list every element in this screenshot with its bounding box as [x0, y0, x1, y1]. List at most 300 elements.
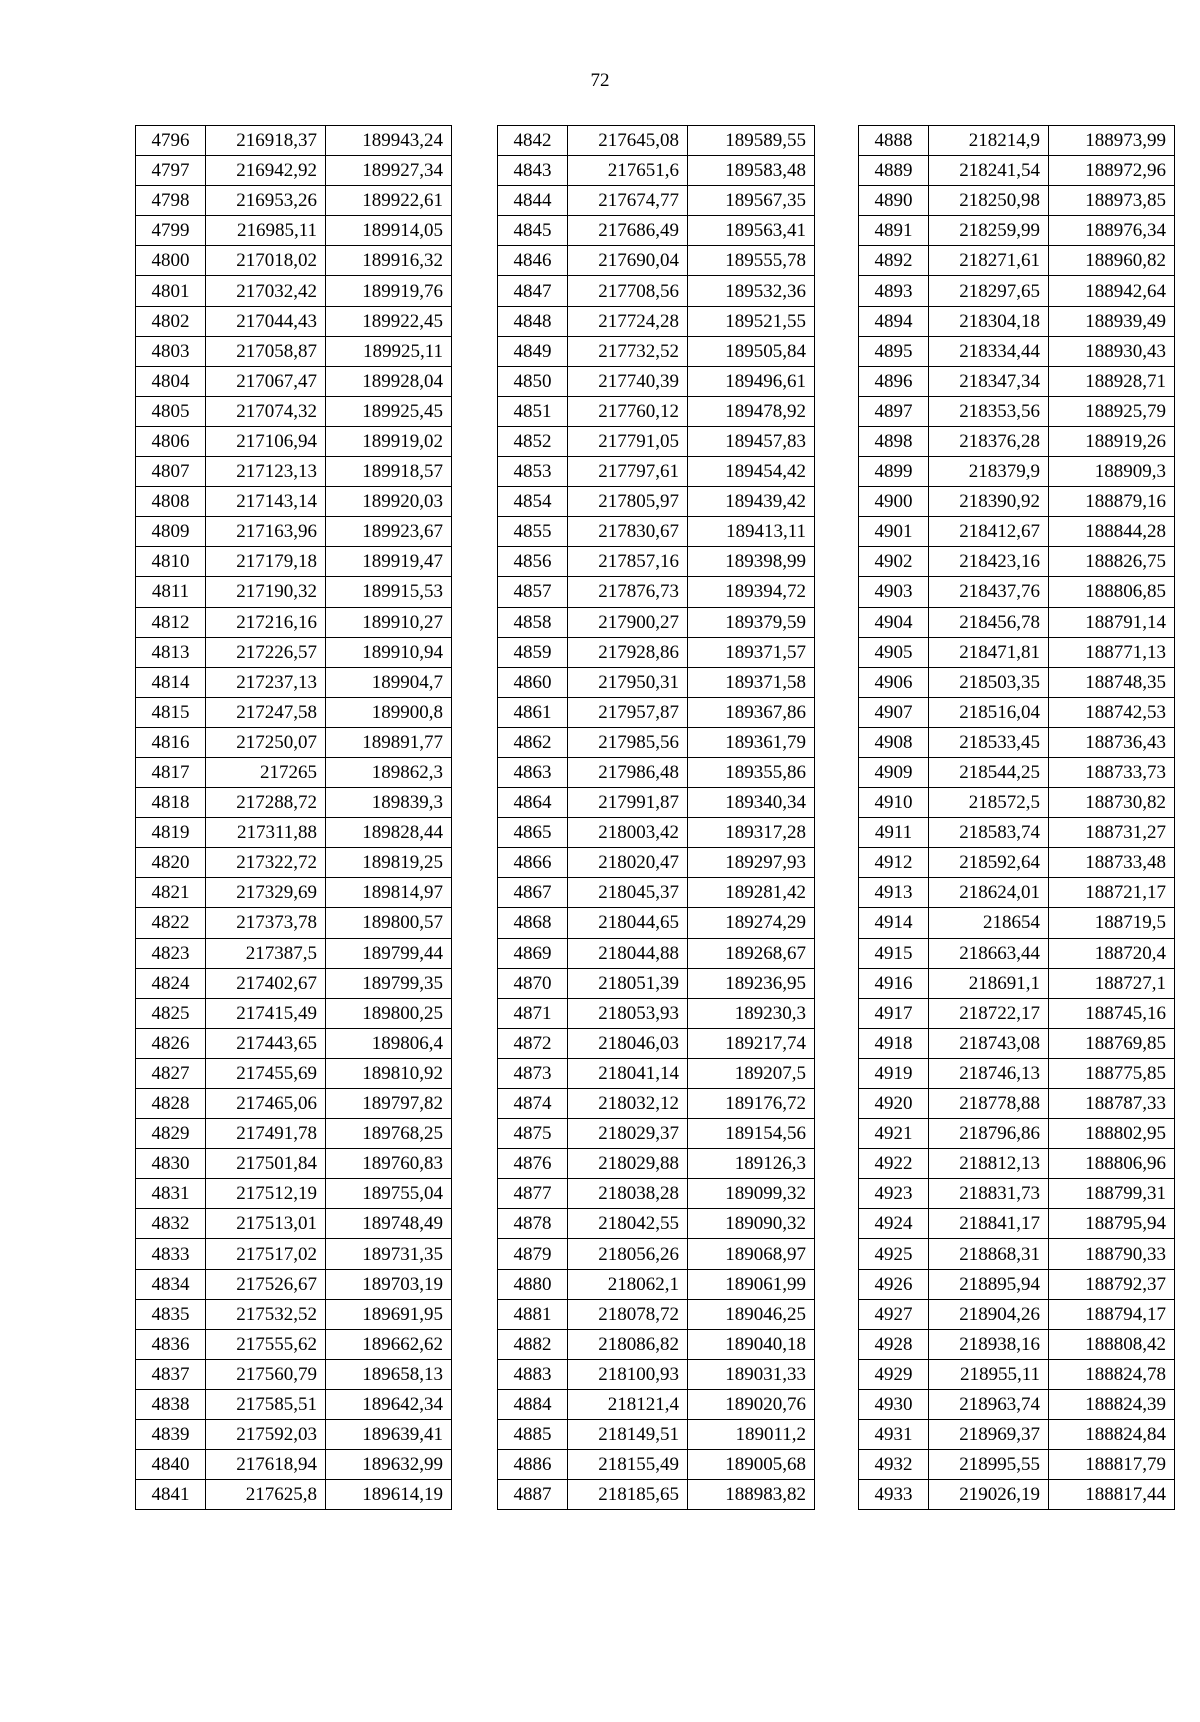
point-number-cell: 4897 — [859, 396, 929, 426]
table-row — [498, 1209, 815, 1239]
table-row — [498, 186, 815, 216]
y-coordinate-cell: 188748,35 — [1049, 667, 1175, 697]
point-number-cell: 4927 — [859, 1299, 929, 1329]
table-row — [859, 216, 1175, 246]
x-coordinate-cell: 217443,65 — [206, 1028, 326, 1058]
x-coordinate-cell: 218583,74 — [929, 818, 1049, 848]
x-coordinate-cell: 217830,67 — [568, 517, 688, 547]
y-coordinate-cell: 189768,25 — [326, 1119, 452, 1149]
table-row — [859, 607, 1175, 637]
point-number-cell: 4853 — [498, 457, 568, 487]
x-coordinate-cell: 217415,49 — [206, 998, 326, 1028]
y-coordinate-cell: 189920,03 — [326, 487, 452, 517]
table-row — [136, 818, 452, 848]
y-coordinate-cell: 189662,62 — [326, 1329, 452, 1359]
point-number-cell: 4800 — [136, 246, 206, 276]
table-row — [859, 1389, 1175, 1419]
x-coordinate-cell: 218042,55 — [568, 1209, 688, 1239]
point-number-cell: 4883 — [498, 1359, 568, 1389]
table-row — [136, 667, 452, 697]
y-coordinate-cell: 189297,93 — [688, 848, 815, 878]
point-number-cell: 4858 — [498, 607, 568, 637]
table-row — [136, 878, 452, 908]
point-number-cell: 4896 — [859, 366, 929, 396]
table-row — [859, 1209, 1175, 1239]
x-coordinate-cell: 217250,07 — [206, 727, 326, 757]
y-coordinate-cell: 189819,25 — [326, 848, 452, 878]
point-number-cell: 4898 — [859, 426, 929, 456]
x-coordinate-cell: 218895,94 — [929, 1269, 1049, 1299]
point-number-cell: 4825 — [136, 998, 206, 1028]
x-coordinate-cell: 217957,87 — [568, 697, 688, 727]
point-number-cell: 4811 — [136, 577, 206, 607]
y-coordinate-cell: 189828,44 — [326, 818, 452, 848]
x-coordinate-cell: 217686,49 — [568, 216, 688, 246]
x-coordinate-cell: 218078,72 — [568, 1299, 688, 1329]
x-coordinate-cell: 217732,52 — [568, 336, 688, 366]
point-number-cell: 4797 — [136, 156, 206, 186]
y-coordinate-cell: 189379,59 — [688, 607, 815, 637]
y-coordinate-cell: 189005,68 — [688, 1450, 815, 1480]
table-row — [498, 1149, 815, 1179]
table-row — [859, 998, 1175, 1028]
point-number-cell: 4860 — [498, 667, 568, 697]
x-coordinate-cell: 217106,94 — [206, 426, 326, 456]
point-number-cell: 4889 — [859, 156, 929, 186]
x-coordinate-cell: 218572,5 — [929, 788, 1049, 818]
table-row — [136, 607, 452, 637]
table-row — [498, 487, 815, 517]
x-coordinate-cell: 217651,6 — [568, 156, 688, 186]
x-coordinate-cell: 218437,76 — [929, 577, 1049, 607]
table-row — [136, 366, 452, 396]
x-coordinate-cell: 217123,13 — [206, 457, 326, 487]
point-number-cell: 4813 — [136, 637, 206, 667]
point-number-cell: 4915 — [859, 938, 929, 968]
point-number-cell: 4876 — [498, 1149, 568, 1179]
table-row — [859, 1119, 1175, 1149]
y-coordinate-cell: 189916,32 — [326, 246, 452, 276]
table-row — [136, 998, 452, 1028]
y-coordinate-cell: 189176,72 — [688, 1089, 815, 1119]
table-row — [859, 727, 1175, 757]
y-coordinate-cell: 188909,3 — [1049, 457, 1175, 487]
x-coordinate-cell: 217618,94 — [206, 1450, 326, 1480]
y-coordinate-cell: 189799,35 — [326, 968, 452, 998]
y-coordinate-cell: 189800,57 — [326, 908, 452, 938]
table-row — [498, 1299, 815, 1329]
y-coordinate-cell: 189919,02 — [326, 426, 452, 456]
point-number-cell: 4818 — [136, 788, 206, 818]
table-row — [859, 1480, 1175, 1510]
table-row — [136, 757, 452, 787]
y-coordinate-cell: 189413,11 — [688, 517, 815, 547]
table-row — [859, 396, 1175, 426]
point-number-cell: 4895 — [859, 336, 929, 366]
table-row — [498, 126, 815, 156]
table-row — [859, 938, 1175, 968]
table-row — [498, 1450, 815, 1480]
x-coordinate-cell: 218995,55 — [929, 1450, 1049, 1480]
table-row — [859, 1450, 1175, 1480]
y-coordinate-cell: 188720,4 — [1049, 938, 1175, 968]
table-row — [498, 908, 815, 938]
y-coordinate-cell: 188727,1 — [1049, 968, 1175, 998]
table-row — [498, 697, 815, 727]
point-number-cell: 4852 — [498, 426, 568, 456]
point-number-cell: 4878 — [498, 1209, 568, 1239]
table-row — [498, 667, 815, 697]
y-coordinate-cell: 189731,35 — [326, 1239, 452, 1269]
table-row — [498, 1359, 815, 1389]
y-coordinate-cell: 188973,85 — [1049, 186, 1175, 216]
x-coordinate-cell: 217058,87 — [206, 336, 326, 366]
table-row — [136, 848, 452, 878]
point-number-cell: 4808 — [136, 487, 206, 517]
table-row — [498, 607, 815, 637]
point-number-cell: 4870 — [498, 968, 568, 998]
x-coordinate-cell: 218654 — [929, 908, 1049, 938]
point-number-cell: 4856 — [498, 547, 568, 577]
table-row — [498, 246, 815, 276]
point-number-cell: 4928 — [859, 1329, 929, 1359]
point-number-cell: 4921 — [859, 1119, 929, 1149]
table-row — [498, 156, 815, 186]
y-coordinate-cell: 189567,35 — [688, 186, 815, 216]
x-coordinate-cell: 217645,08 — [568, 126, 688, 156]
x-coordinate-cell: 217900,27 — [568, 607, 688, 637]
point-number-cell: 4854 — [498, 487, 568, 517]
x-coordinate-cell: 218003,42 — [568, 818, 688, 848]
y-coordinate-cell: 189457,83 — [688, 426, 815, 456]
point-number-cell: 4833 — [136, 1239, 206, 1269]
table-row — [859, 306, 1175, 336]
point-number-cell: 4908 — [859, 727, 929, 757]
x-coordinate-cell: 218214,9 — [929, 126, 1049, 156]
table-row — [136, 1179, 452, 1209]
point-number-cell: 4893 — [859, 276, 929, 306]
y-coordinate-cell: 188721,17 — [1049, 878, 1175, 908]
y-coordinate-cell: 188719,5 — [1049, 908, 1175, 938]
table-row — [859, 968, 1175, 998]
y-coordinate-cell: 188731,27 — [1049, 818, 1175, 848]
table-row — [859, 1420, 1175, 1450]
y-coordinate-cell: 189914,05 — [326, 216, 452, 246]
y-coordinate-cell: 188794,17 — [1049, 1299, 1175, 1329]
table-row — [498, 848, 815, 878]
table-row — [859, 1239, 1175, 1269]
y-coordinate-cell: 188790,33 — [1049, 1239, 1175, 1269]
point-number-cell: 4881 — [498, 1299, 568, 1329]
y-coordinate-cell: 188879,16 — [1049, 487, 1175, 517]
point-number-cell: 4838 — [136, 1389, 206, 1419]
x-coordinate-cell: 217311,88 — [206, 818, 326, 848]
x-coordinate-cell: 217625,8 — [206, 1480, 326, 1510]
y-coordinate-cell: 189031,33 — [688, 1359, 815, 1389]
y-coordinate-cell: 189797,82 — [326, 1089, 452, 1119]
table-row — [136, 788, 452, 818]
x-coordinate-cell: 218046,03 — [568, 1028, 688, 1058]
point-number-cell: 4816 — [136, 727, 206, 757]
y-coordinate-cell: 188733,73 — [1049, 757, 1175, 787]
table-row — [498, 1480, 815, 1510]
y-coordinate-cell: 189367,86 — [688, 697, 815, 727]
y-coordinate-cell: 189099,32 — [688, 1179, 815, 1209]
table-row — [859, 1329, 1175, 1359]
table-row — [498, 426, 815, 456]
table-row — [859, 246, 1175, 276]
table-row — [136, 1480, 452, 1510]
y-coordinate-cell: 189281,42 — [688, 878, 815, 908]
y-coordinate-cell: 189919,76 — [326, 276, 452, 306]
table-row — [136, 1058, 452, 1088]
y-coordinate-cell: 188730,82 — [1049, 788, 1175, 818]
y-coordinate-cell: 189317,28 — [688, 818, 815, 848]
coordinates-table-1 — [135, 125, 452, 1510]
x-coordinate-cell: 217517,02 — [206, 1239, 326, 1269]
x-coordinate-cell: 218062,1 — [568, 1269, 688, 1299]
x-coordinate-cell: 218423,16 — [929, 547, 1049, 577]
y-coordinate-cell: 188973,99 — [1049, 126, 1175, 156]
point-number-cell: 4840 — [136, 1450, 206, 1480]
table-row — [498, 1389, 815, 1419]
point-number-cell: 4865 — [498, 818, 568, 848]
x-coordinate-cell: 217857,16 — [568, 547, 688, 577]
point-number-cell: 4918 — [859, 1028, 929, 1058]
table-row — [136, 1089, 452, 1119]
table-row — [136, 908, 452, 938]
point-number-cell: 4828 — [136, 1089, 206, 1119]
y-coordinate-cell: 188736,43 — [1049, 727, 1175, 757]
table-row — [498, 938, 815, 968]
x-coordinate-cell: 218503,35 — [929, 667, 1049, 697]
table-row — [136, 246, 452, 276]
y-coordinate-cell: 188771,13 — [1049, 637, 1175, 667]
y-coordinate-cell: 188745,16 — [1049, 998, 1175, 1028]
y-coordinate-cell: 189361,79 — [688, 727, 815, 757]
y-coordinate-cell: 189910,94 — [326, 637, 452, 667]
x-coordinate-cell: 218029,37 — [568, 1119, 688, 1149]
table-row — [859, 848, 1175, 878]
x-coordinate-cell: 219026,19 — [929, 1480, 1049, 1510]
point-number-cell: 4821 — [136, 878, 206, 908]
table-row — [498, 577, 815, 607]
y-coordinate-cell: 189814,97 — [326, 878, 452, 908]
table-row — [498, 878, 815, 908]
table-row — [136, 1450, 452, 1480]
point-number-cell: 4805 — [136, 396, 206, 426]
y-coordinate-cell: 188824,39 — [1049, 1389, 1175, 1419]
x-coordinate-cell: 217402,67 — [206, 968, 326, 998]
x-coordinate-cell: 218041,14 — [568, 1058, 688, 1088]
table-row — [498, 457, 815, 487]
point-number-cell: 4847 — [498, 276, 568, 306]
y-coordinate-cell: 189943,24 — [326, 126, 452, 156]
table-row — [136, 126, 452, 156]
x-coordinate-cell: 218304,18 — [929, 306, 1049, 336]
x-coordinate-cell: 218297,65 — [929, 276, 1049, 306]
x-coordinate-cell: 218412,67 — [929, 517, 1049, 547]
table-row — [859, 1058, 1175, 1088]
y-coordinate-cell: 188976,34 — [1049, 216, 1175, 246]
point-number-cell: 4887 — [498, 1480, 568, 1510]
x-coordinate-cell: 217526,67 — [206, 1269, 326, 1299]
table-row — [859, 517, 1175, 547]
x-coordinate-cell: 218045,37 — [568, 878, 688, 908]
y-coordinate-cell: 188817,79 — [1049, 1450, 1175, 1480]
table-row — [859, 336, 1175, 366]
point-number-cell: 4817 — [136, 757, 206, 787]
table-row — [498, 818, 815, 848]
point-number-cell: 4841 — [136, 1480, 206, 1510]
x-coordinate-cell: 217708,56 — [568, 276, 688, 306]
x-coordinate-cell: 217985,56 — [568, 727, 688, 757]
y-coordinate-cell: 189563,41 — [688, 216, 815, 246]
table-row — [498, 637, 815, 667]
table-row — [859, 667, 1175, 697]
table-row — [136, 457, 452, 487]
point-number-cell: 4873 — [498, 1058, 568, 1088]
point-number-cell: 4871 — [498, 998, 568, 1028]
point-number-cell: 4907 — [859, 697, 929, 727]
x-coordinate-cell: 217179,18 — [206, 547, 326, 577]
y-coordinate-cell: 189236,95 — [688, 968, 815, 998]
point-number-cell: 4899 — [859, 457, 929, 487]
y-coordinate-cell: 189810,92 — [326, 1058, 452, 1088]
table-row — [136, 1359, 452, 1389]
y-coordinate-cell: 189925,45 — [326, 396, 452, 426]
y-coordinate-cell: 188733,48 — [1049, 848, 1175, 878]
table-row — [498, 306, 815, 336]
y-coordinate-cell: 189398,99 — [688, 547, 815, 577]
table-row — [136, 1389, 452, 1419]
table-row — [136, 426, 452, 456]
point-number-cell: 4796 — [136, 126, 206, 156]
table-row — [498, 757, 815, 787]
table-row — [136, 547, 452, 577]
table-row — [859, 757, 1175, 787]
table-row — [859, 637, 1175, 667]
x-coordinate-cell: 217740,39 — [568, 366, 688, 396]
x-coordinate-cell: 218155,49 — [568, 1450, 688, 1480]
table-row — [859, 186, 1175, 216]
x-coordinate-cell: 217928,86 — [568, 637, 688, 667]
y-coordinate-cell: 189703,19 — [326, 1269, 452, 1299]
point-number-cell: 4850 — [498, 366, 568, 396]
x-coordinate-cell: 218020,47 — [568, 848, 688, 878]
table-row — [136, 336, 452, 366]
point-number-cell: 4925 — [859, 1239, 929, 1269]
table-row — [136, 1119, 452, 1149]
y-coordinate-cell: 188928,71 — [1049, 366, 1175, 396]
y-coordinate-cell: 189505,84 — [688, 336, 815, 366]
point-number-cell: 4875 — [498, 1119, 568, 1149]
x-coordinate-cell: 218691,1 — [929, 968, 1049, 998]
point-number-cell: 4892 — [859, 246, 929, 276]
y-coordinate-cell: 189922,61 — [326, 186, 452, 216]
x-coordinate-cell: 217067,47 — [206, 366, 326, 396]
x-coordinate-cell: 218904,26 — [929, 1299, 1049, 1329]
point-number-cell: 4867 — [498, 878, 568, 908]
x-coordinate-cell: 218044,65 — [568, 908, 688, 938]
coordinates-table-3 — [858, 125, 1175, 1510]
x-coordinate-cell: 218831,73 — [929, 1179, 1049, 1209]
point-number-cell: 4857 — [498, 577, 568, 607]
x-coordinate-cell: 218121,4 — [568, 1389, 688, 1419]
table-row — [136, 697, 452, 727]
y-coordinate-cell: 189748,49 — [326, 1209, 452, 1239]
point-number-cell: 4824 — [136, 968, 206, 998]
y-coordinate-cell: 188983,82 — [688, 1480, 815, 1510]
table-row — [498, 727, 815, 757]
x-coordinate-cell: 218516,04 — [929, 697, 1049, 727]
y-coordinate-cell: 188844,28 — [1049, 517, 1175, 547]
x-coordinate-cell: 218353,56 — [929, 396, 1049, 426]
point-number-cell: 4831 — [136, 1179, 206, 1209]
x-coordinate-cell: 218149,51 — [568, 1420, 688, 1450]
point-number-cell: 4890 — [859, 186, 929, 216]
y-coordinate-cell: 189900,8 — [326, 697, 452, 727]
x-coordinate-cell: 217674,77 — [568, 186, 688, 216]
y-coordinate-cell: 188802,95 — [1049, 1119, 1175, 1149]
y-coordinate-cell: 188925,79 — [1049, 396, 1175, 426]
point-number-cell: 4930 — [859, 1389, 929, 1419]
x-coordinate-cell: 217950,31 — [568, 667, 688, 697]
point-number-cell: 4864 — [498, 788, 568, 818]
point-number-cell: 4815 — [136, 697, 206, 727]
table-row — [859, 457, 1175, 487]
y-coordinate-cell: 189632,99 — [326, 1450, 452, 1480]
point-number-cell: 4901 — [859, 517, 929, 547]
point-number-cell: 4855 — [498, 517, 568, 547]
y-coordinate-cell: 188960,82 — [1049, 246, 1175, 276]
y-coordinate-cell: 189658,13 — [326, 1359, 452, 1389]
y-coordinate-cell: 189230,3 — [688, 998, 815, 1028]
x-coordinate-cell: 218796,86 — [929, 1119, 1049, 1149]
x-coordinate-cell: 218334,44 — [929, 336, 1049, 366]
point-number-cell: 4812 — [136, 607, 206, 637]
table-row — [136, 276, 452, 306]
point-number-cell: 4902 — [859, 547, 929, 577]
table-row — [859, 1179, 1175, 1209]
x-coordinate-cell: 217288,72 — [206, 788, 326, 818]
y-coordinate-cell: 189454,42 — [688, 457, 815, 487]
table-row — [136, 186, 452, 216]
point-number-cell: 4834 — [136, 1269, 206, 1299]
y-coordinate-cell: 189760,83 — [326, 1149, 452, 1179]
point-number-cell: 4804 — [136, 366, 206, 396]
table-row — [859, 788, 1175, 818]
point-number-cell: 4801 — [136, 276, 206, 306]
y-coordinate-cell: 189371,57 — [688, 637, 815, 667]
point-number-cell: 4910 — [859, 788, 929, 818]
y-coordinate-cell: 189555,78 — [688, 246, 815, 276]
point-number-cell: 4851 — [498, 396, 568, 426]
x-coordinate-cell: 217190,32 — [206, 577, 326, 607]
x-coordinate-cell: 217512,19 — [206, 1179, 326, 1209]
x-coordinate-cell: 217991,87 — [568, 788, 688, 818]
y-coordinate-cell: 188799,31 — [1049, 1179, 1175, 1209]
x-coordinate-cell: 217986,48 — [568, 757, 688, 787]
table-row — [498, 547, 815, 577]
y-coordinate-cell: 189589,55 — [688, 126, 815, 156]
point-number-cell: 4931 — [859, 1420, 929, 1450]
point-number-cell: 4933 — [859, 1480, 929, 1510]
table-row — [136, 1299, 452, 1329]
y-coordinate-cell: 189918,57 — [326, 457, 452, 487]
x-coordinate-cell: 217322,72 — [206, 848, 326, 878]
point-number-cell: 4803 — [136, 336, 206, 366]
